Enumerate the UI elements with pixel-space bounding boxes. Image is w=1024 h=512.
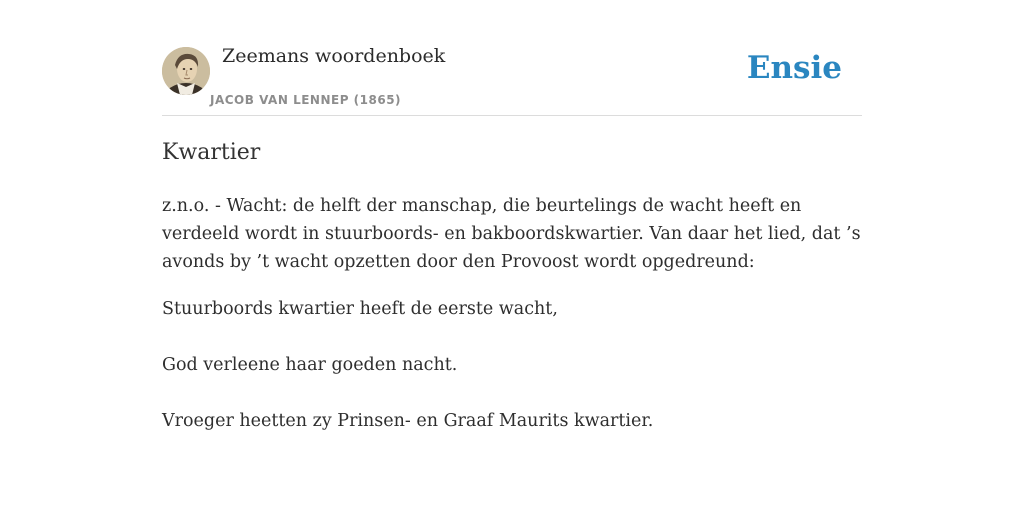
- verse-line: Stuurboords kwartier heeft de eerste wacht,: [162, 299, 558, 319]
- verse-line: God verleene haar goeden nacht.: [162, 355, 458, 375]
- author-avatar[interactable]: [162, 47, 210, 95]
- dictionary-author: JACOB VAN LENNEP (1865): [210, 93, 402, 107]
- entry-definition: z.n.o. - Wacht: de helft der manschap, die beurtelings de wacht heeft en verdeeld wordt in stuurboords- en bakboordskwartier. Van daar het lied, dat ’s avonds by ’t wacht opzetten door den Provoost wordt opgedreund:: [162, 196, 861, 272]
- author-portrait-icon: [162, 47, 210, 95]
- entry-card: [162, 0, 862, 512]
- dictionary-header: [162, 0, 862, 116]
- dictionary-title[interactable]: Zeemans woordenboek: [222, 45, 446, 67]
- ensie-logo-link[interactable]: Ensie: [746, 50, 842, 86]
- note-line: Vroeger heetten zy Prinsen- en Graaf Maurits kwartier.: [162, 411, 654, 431]
- entry-term: Kwartier: [162, 140, 261, 165]
